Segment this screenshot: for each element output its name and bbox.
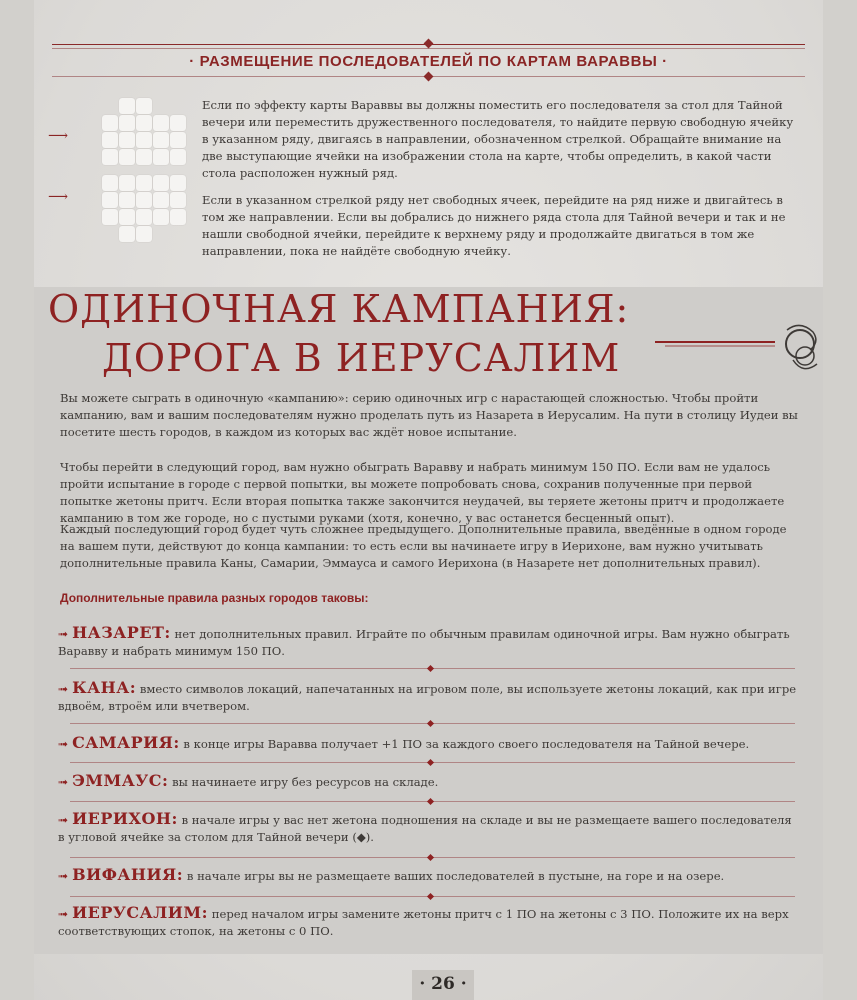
flourish-ornament-icon xyxy=(655,320,823,380)
campaign-intro-3: Каждый последующий город будет чуть сложнее предыдущего. Дополнительные правила, введённые в одном городе на вашем пути, действуют до конца кампании: то есть если вы начинаете игру в Иерихоне, вам нужно учитывать дополнительные правила Каны, Самарии, Эммауса и самого Иерихона (в Назарете нет дополнительных правил). xyxy=(60,522,787,570)
placement-paragraph-1: Если по эффекту карты Вараввы вы должны поместить его последователя за стол для Тайной вечери или переместить дружественного последователя, то найдите первую свободную ячейку в указанном ряду, двигаясь в направлении, обозначенном стрелкой. Обращайте внимание на две выступающие ячейки на изображении стола на карте, чтобы определить, в какой части стола расположен нужный ряд. xyxy=(202,98,794,180)
city-nazareth: ➟ НАЗАРЕТ: нет дополнительных правил. Играйте по обычным правилам одиночной игры. Вам нужно обыграть Варавву и набрать минимум 150 ПО. xyxy=(58,623,790,658)
right-border xyxy=(823,0,857,1000)
arrow-icon: ➟ xyxy=(58,813,69,827)
rules-heading: Дополнительные правила разных городов таковы: xyxy=(60,591,369,605)
arrow-right-icon: ⟶ xyxy=(48,189,69,205)
arrow-right-icon: ⟶ xyxy=(48,128,69,144)
city-emmaus: ➟ ЭММАУС: вы начинаете игру без ресурсов на складе. xyxy=(58,771,439,790)
campaign-intro-2: Чтобы перейти в следующий город, вам нужно обыграть Варавву и набрать минимум 150 ПО. Если вам не удалось пройти испытание в городе с первой попытки, вы можете попробовать снова, сохранив полученные при первой попытке жетоны притч. Если вторая попытка также закончится неудачей, вы теряете жетоны притч и продолжаете кампанию в том же городе, но с пустыми руками (хотя, конечно, у вас останется бесценный опыт). xyxy=(60,460,785,525)
arrow-icon: ➟ xyxy=(58,627,69,641)
table-diagram-top xyxy=(48,97,198,167)
placement-paragraph-2: Если в указанном стрелкой ряду нет свободных ячеек, перейдите на ряд ниже и двигайтесь в том же направлении. Если вы добрались до нижнего ряда стола для Тайной вечери и так и не нашли свободной ячейки, перейдите к верхнему ряду и продолжайте двигаться в том же направлении, пока не найдёте свободную ячейку. xyxy=(202,193,786,258)
campaign-title-line2: ДОРОГА В ИЕРУСАЛИМ xyxy=(102,336,621,380)
arrow-icon: ➟ xyxy=(58,775,69,789)
arrow-icon: ➟ xyxy=(58,682,69,696)
campaign-panel xyxy=(34,287,823,954)
arrow-icon: ➟ xyxy=(58,869,69,883)
city-jericho: ➟ ИЕРИХОН: в начале игры у вас нет жетона подношения на складе и вы не размещаете вашего последователя в угловой ячейке за столом для Тайной вечери (◆). xyxy=(58,809,792,844)
city-kana: ➟ КАНА: вместо символов локаций, напечатанных на игровом поле, вы используете жетоны локаций, как при игре вдвоём, втроём или вчетвером. xyxy=(58,678,797,713)
page-number: · 26 · xyxy=(412,970,474,1000)
section-title: · РАЗМЕЩЕНИЕ ПОСЛЕДОВАТЕЛЕЙ ПО КАРТАМ ВАРАВВЫ · xyxy=(189,53,668,70)
campaign-title-line1: ОДИНОЧНАЯ КАМПАНИЯ: xyxy=(48,287,630,331)
city-bethany: ➟ ВИФАНИЯ: в начале игры вы не размещаете ваших последователей в пустыне, на горе и на озере. xyxy=(58,865,725,884)
city-samaria: ➟ САМАРИЯ: в конце игры Варавва получает +1 ПО за каждого своего последователя на Тайной вечере. xyxy=(58,733,750,752)
city-jerusalem: ➟ ИЕРУСАЛИМ: перед началом игры замените жетоны притч с 1 ПО на жетоны с 3 ПО. Положите их на верх соответствующих стопок, на жетоны с 0 ПО. xyxy=(58,903,789,938)
table-diagram-bottom xyxy=(48,172,198,242)
arrow-icon: ➟ xyxy=(58,907,69,921)
arrow-icon: ➟ xyxy=(58,737,69,751)
left-border xyxy=(0,0,34,1000)
campaign-intro-1: Вы можете сыграть в одиночную «кампанию»: серию одиночных игр с нарастающей сложностью. Чтобы пройти кампанию, вам и вашим последователям нужно проделать путь из Назарета в Иерусалим. На пути в столицу Иудеи вы посетите шесть городов, в каждом из которых вас ждёт новое испытание. xyxy=(60,391,798,439)
